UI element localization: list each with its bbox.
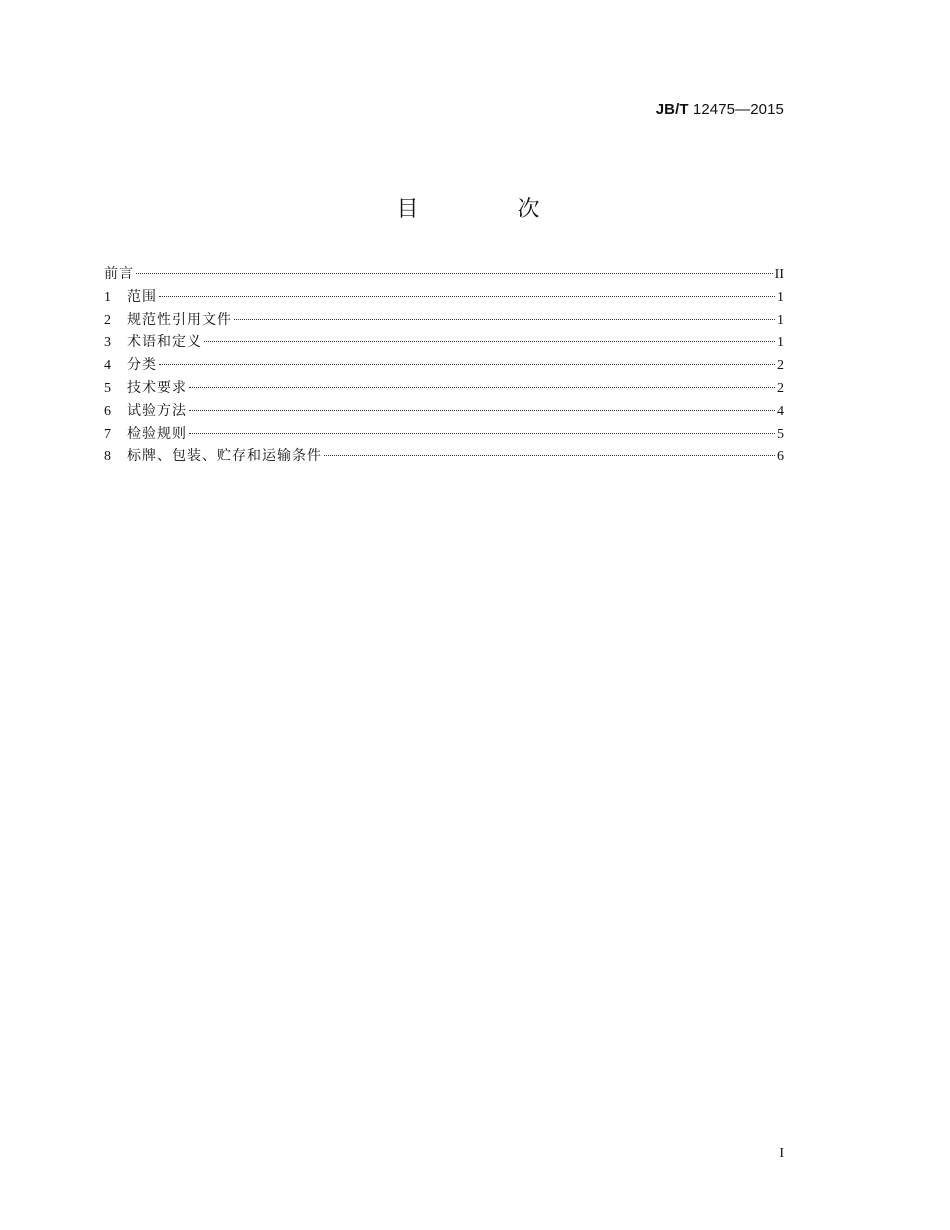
toc-entry-number: 7 [104,426,111,442]
toc-entry-page: 2 [777,380,784,396]
standard-code-number: 12475—2015 [692,101,784,118]
toc-entry-number: 3 [104,335,111,351]
toc-entry-7[interactable] [104,423,784,446]
standard-code-prefix: JB/T [655,101,689,118]
toc-entry-number: 4 [104,358,111,374]
toc-entry-title: 范围 [127,288,157,305]
toc-entry-4[interactable] [104,354,784,377]
toc-leader-dots [189,433,775,434]
toc-entry-title: 分类 [127,357,157,374]
toc-entry-page: 1 [777,335,784,351]
toc-leader-dots [324,455,775,456]
toc-entry-title: 规范性引用文件 [127,311,232,328]
toc-entry-number: 5 [104,380,111,396]
toc-leader-dots [189,410,775,411]
toc-entry-title: 检验规则 [127,425,187,442]
toc-entry-title: 前言 [104,266,134,282]
toc-leader-dots [159,364,775,365]
toc-leader-dots [234,319,775,320]
toc-entry-title: 技术要求 [127,379,187,396]
toc-entry-page: 1 [777,289,784,305]
toc-entry-1[interactable] [104,286,784,309]
toc-leader-dots [159,296,775,297]
toc-entry-page: II [774,267,784,282]
toc-entry-3[interactable] [104,331,784,354]
toc-leader-dots [136,273,773,274]
toc-entry-title: 试验方法 [127,402,187,419]
toc-entry-8[interactable] [104,445,784,468]
toc-entry-page: 2 [777,358,784,374]
toc-entry-5[interactable] [104,377,784,400]
toc-entry-6[interactable] [104,400,784,423]
page-number: I [779,1146,784,1161]
toc-entry-page: 6 [777,449,784,465]
table-of-contents [104,263,784,468]
toc-entry-page: 4 [777,403,784,419]
toc-entry-number: 6 [104,403,111,419]
toc-entry-title: 标牌、包装、贮存和运输条件 [127,448,322,465]
toc-entry-title: 术语和定义 [127,334,202,351]
toc-entry-foreword[interactable] [104,263,784,286]
standard-code [656,101,784,118]
toc-leader-dots [189,387,775,388]
toc-leader-dots [204,341,775,342]
toc-entry-number: 1 [104,289,111,305]
toc-entry-2[interactable] [104,309,784,332]
toc-entry-page: 5 [777,426,784,442]
toc-entry-number: 2 [104,312,111,328]
toc-entry-page: 1 [777,312,784,328]
toc-heading: 目 次 [396,197,586,222]
toc-entry-number: 8 [104,449,111,465]
